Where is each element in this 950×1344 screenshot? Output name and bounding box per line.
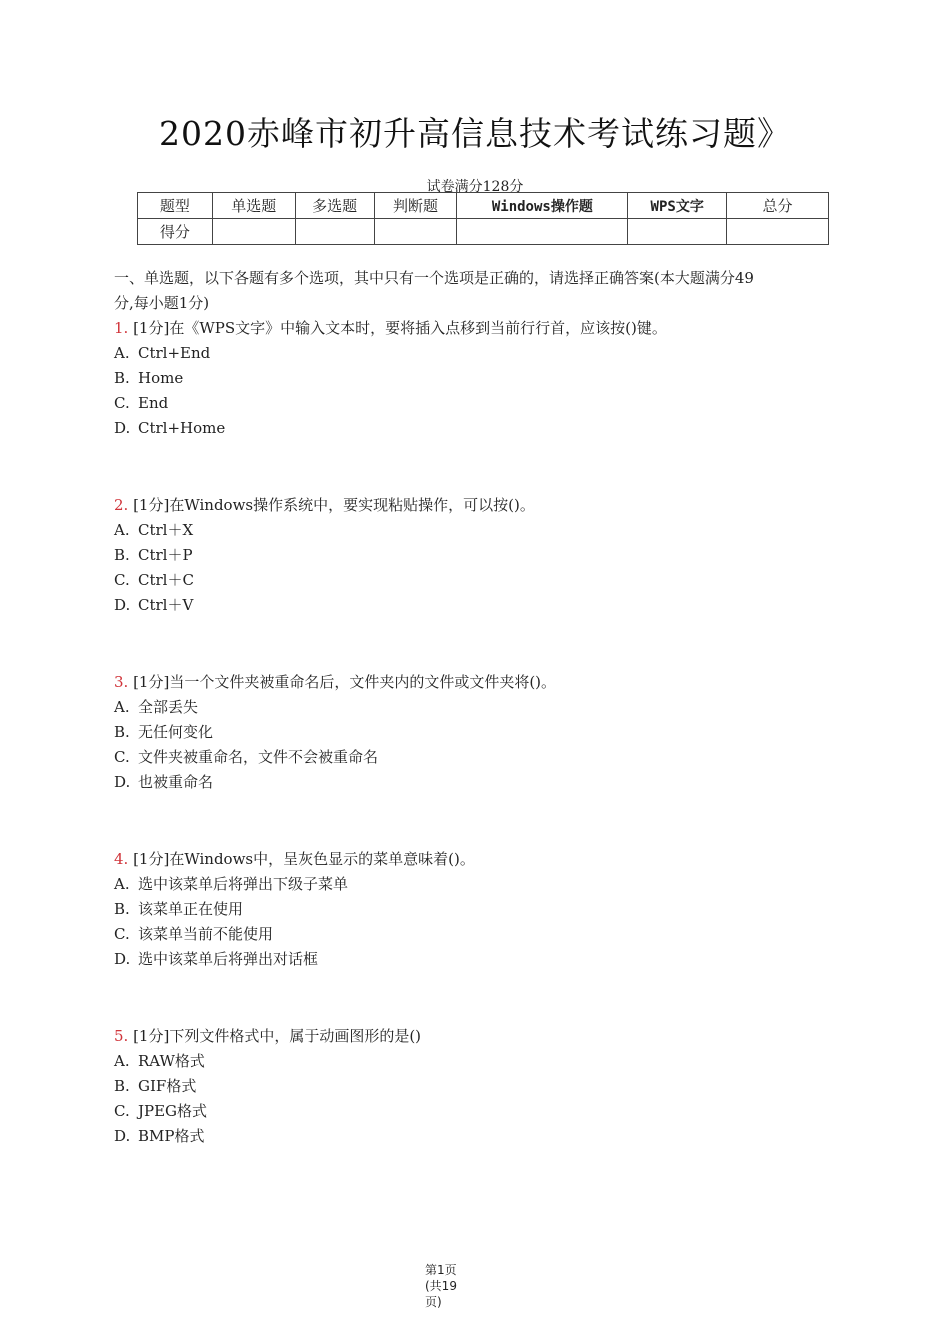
option-c[interactable] [114, 745, 844, 770]
footer-total-pages: (共19 [425, 1279, 457, 1293]
question-number: 3. [114, 673, 129, 691]
spacer [114, 795, 844, 847]
option-b[interactable] [114, 897, 844, 922]
option-text: 该菜单当前不能使用 [138, 925, 274, 943]
score-table-value-row [138, 219, 829, 245]
score-header-cell: 判断题 [374, 193, 457, 219]
score-header-wps: WPS文字 [650, 198, 704, 215]
option-text: RAW格式 [138, 1052, 205, 1070]
score-table [137, 192, 829, 245]
option-d[interactable] [114, 947, 844, 972]
option-letter: B. [114, 546, 130, 564]
option-letter: C. [114, 925, 130, 943]
section-intro-line2: 分,每小题1分) [114, 294, 210, 312]
question-1 [114, 316, 844, 441]
question-text: [1分]下列文件格式中，属于动画图形的是() [128, 1027, 422, 1045]
option-letter: A. [114, 698, 130, 716]
option-text: 无任何变化 [138, 723, 214, 741]
question-3 [114, 670, 844, 795]
question-4 [114, 847, 844, 972]
option-letter: A. [114, 344, 130, 362]
spacer [114, 972, 844, 1024]
score-value-cell[interactable] [457, 219, 628, 245]
question-text: [1分]当一个文件夹被重命名后，文件夹内的文件或文件夹将()。 [128, 673, 557, 691]
option-b[interactable] [114, 1074, 844, 1099]
question-number: 2. [114, 496, 129, 514]
option-d[interactable] [114, 1124, 844, 1149]
score-value-cell[interactable] [212, 219, 295, 245]
option-text: End [138, 394, 169, 412]
option-a[interactable] [114, 872, 844, 897]
score-header-cell [628, 193, 727, 219]
question-content [114, 266, 844, 1149]
option-letter: D. [114, 950, 131, 968]
option-b[interactable] [114, 720, 844, 745]
question-text: [1分]在Windows中，呈灰色显示的菜单意味着()。 [128, 850, 475, 868]
spacer [114, 618, 844, 670]
question-stem [114, 670, 844, 695]
option-a[interactable] [114, 1049, 844, 1074]
option-letter: A. [114, 1052, 130, 1070]
option-letter: D. [114, 773, 131, 791]
option-letter: A. [114, 875, 130, 893]
option-text: Ctrl＋X [138, 521, 194, 539]
option-d[interactable] [114, 416, 844, 441]
option-text: Home [138, 369, 184, 387]
question-2 [114, 493, 844, 618]
question-stem [114, 316, 844, 341]
option-d[interactable] [114, 770, 844, 795]
score-table-header-row [138, 193, 829, 219]
option-text: Ctrl＋P [138, 546, 193, 564]
option-text: 全部丢失 [138, 698, 199, 716]
page-footer [425, 1262, 475, 1310]
score-header-cell [457, 193, 628, 219]
option-a[interactable] [114, 518, 844, 543]
score-caption: 试卷满分128分 [426, 179, 524, 195]
score-header-cell: 总分 [727, 193, 829, 219]
option-c[interactable] [114, 1099, 844, 1124]
option-text: 文件夹被重命名，文件不会被重命名 [138, 748, 379, 766]
option-letter: B. [114, 900, 130, 918]
option-text: 选中该菜单后将弹出下级子菜单 [138, 875, 349, 893]
score-row-label: 得分 [138, 219, 213, 245]
footer-page-number: 第1页 [425, 1263, 457, 1277]
option-d[interactable] [114, 593, 844, 618]
question-number: 1. [114, 319, 129, 337]
option-text: BMP格式 [138, 1127, 205, 1145]
option-letter: B. [114, 723, 130, 741]
option-letter: D. [114, 596, 131, 614]
score-value-cell[interactable] [374, 219, 457, 245]
option-letter: B. [114, 369, 130, 387]
option-letter: C. [114, 748, 130, 766]
question-stem [114, 493, 844, 518]
option-text: 选中该菜单后将弹出对话框 [138, 950, 319, 968]
option-a[interactable] [114, 341, 844, 366]
option-letter: C. [114, 394, 130, 412]
option-text: Ctrl+Home [138, 419, 226, 437]
footer-total-pages-end: 页) [425, 1295, 442, 1309]
option-text: 也被重命名 [138, 773, 214, 791]
score-value-cell[interactable] [727, 219, 829, 245]
question-stem [114, 847, 844, 872]
option-text: Ctrl+End [138, 344, 211, 362]
question-stem [114, 1024, 844, 1049]
option-letter: B. [114, 1077, 130, 1095]
score-header-cell: 多选题 [295, 193, 374, 219]
option-c[interactable] [114, 391, 844, 416]
option-text: 该菜单正在使用 [138, 900, 244, 918]
option-letter: C. [114, 571, 130, 589]
option-text: JPEG格式 [138, 1102, 208, 1120]
question-text: [1分]在《WPS文字》中输入文本时，要将插入点移到当前行行首，应该按()键。 [128, 319, 667, 337]
option-b[interactable] [114, 543, 844, 568]
score-value-cell[interactable] [628, 219, 727, 245]
option-text: Ctrl＋V [138, 596, 194, 614]
document-title: 2020赤峰市初升高信息技术考试练习题》 [159, 114, 791, 153]
option-a[interactable] [114, 695, 844, 720]
score-header-cell: 题型 [138, 193, 213, 219]
question-5 [114, 1024, 844, 1149]
question-number: 4. [114, 850, 129, 868]
question-number: 5. [114, 1027, 129, 1045]
option-text: GIF格式 [138, 1077, 197, 1095]
spacer [114, 441, 844, 493]
option-letter: A. [114, 521, 130, 539]
option-letter: D. [114, 419, 131, 437]
option-c[interactable] [114, 922, 844, 947]
score-header-cell: 单选题 [212, 193, 295, 219]
option-letter: D. [114, 1127, 131, 1145]
option-letter: C. [114, 1102, 130, 1120]
option-c[interactable] [114, 568, 844, 593]
section-intro-line1: 一、单选题，以下各题有多个选项，其中只有一个选项是正确的，请选择正确答案(本大题满分49 [114, 269, 754, 287]
score-value-cell[interactable] [295, 219, 374, 245]
score-header-windows: Windows操作题 [491, 198, 593, 215]
question-text: [1分]在Windows操作系统中，要实现粘贴操作，可以按()。 [128, 496, 535, 514]
option-b[interactable] [114, 366, 844, 391]
option-text: Ctrl＋C [138, 571, 194, 589]
